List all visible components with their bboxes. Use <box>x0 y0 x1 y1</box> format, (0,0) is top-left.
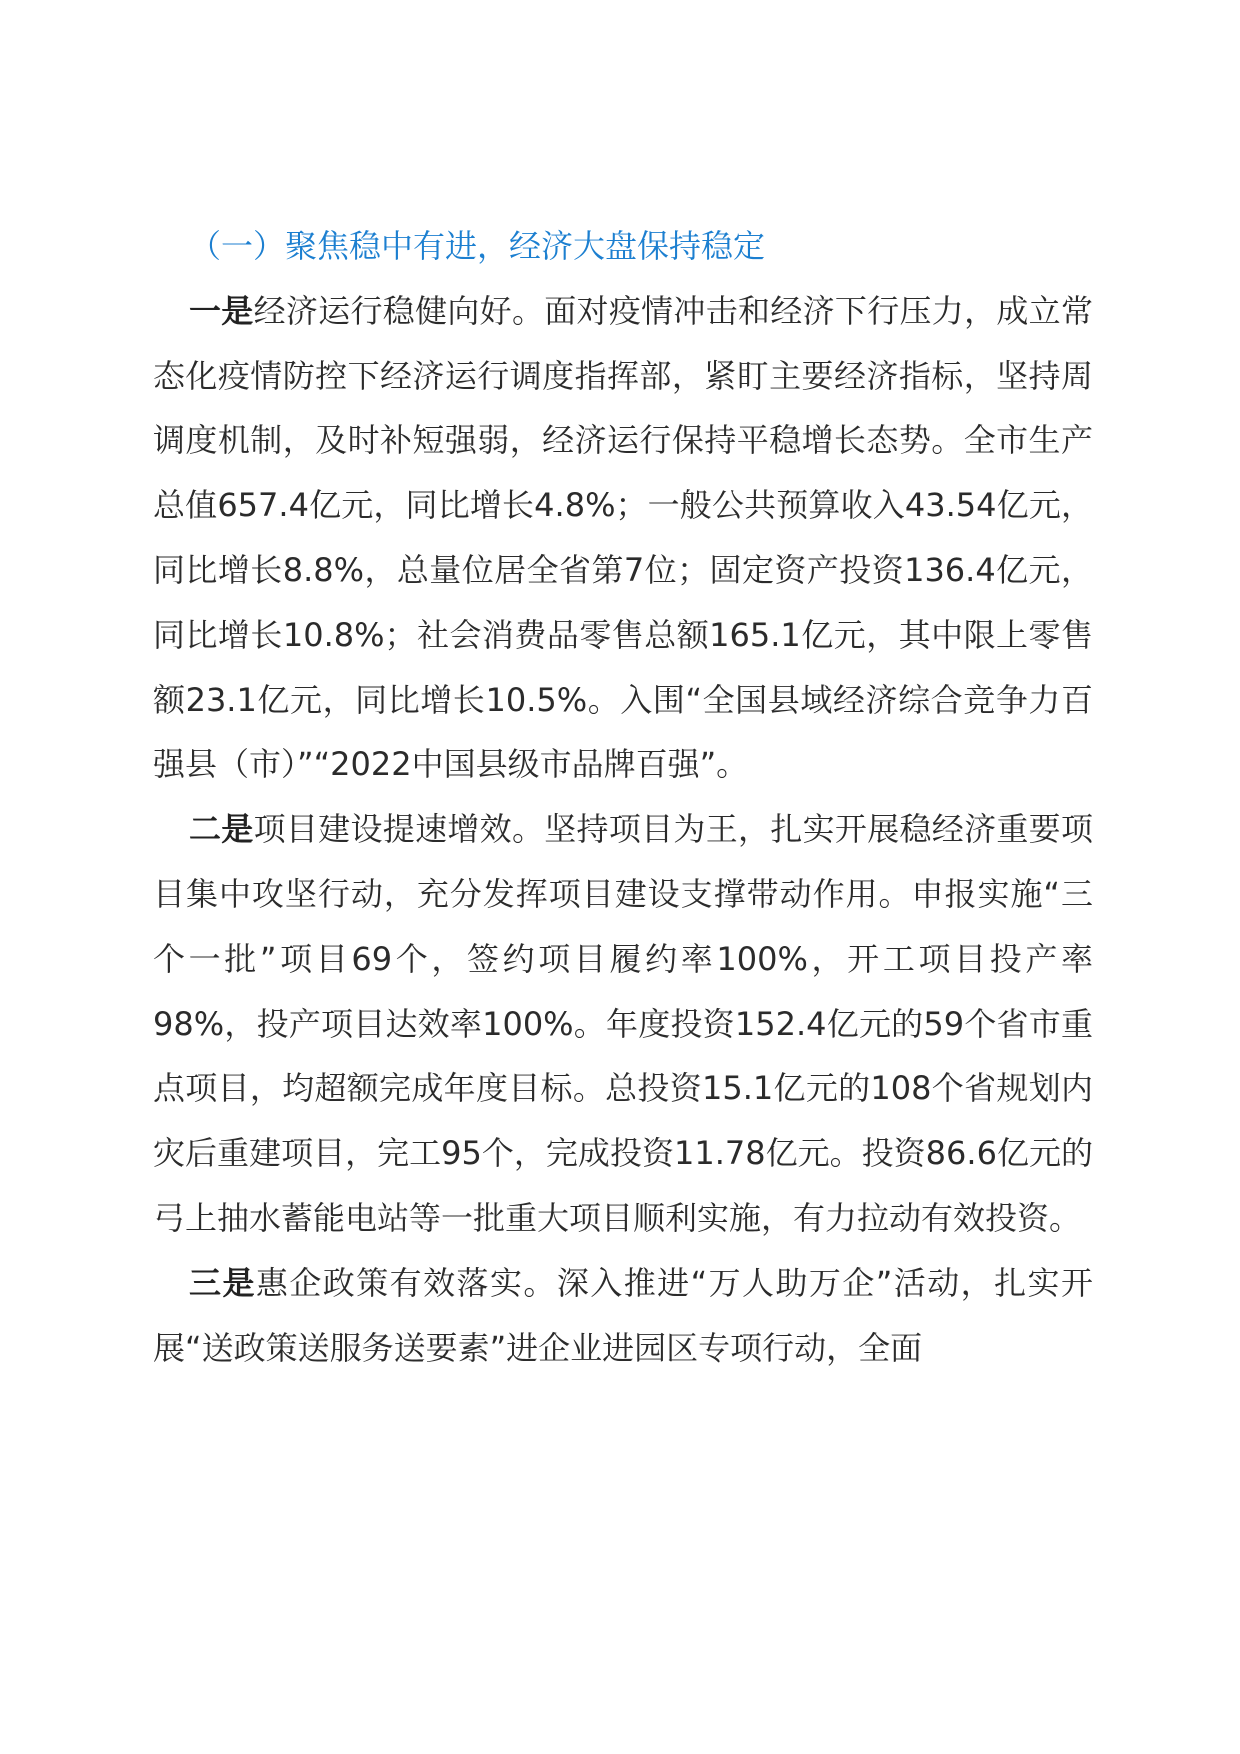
document-body <box>153 214 1093 1380</box>
paragraph-enterprise-policy <box>153 1251 1093 1381</box>
paragraph-project-construction <box>153 797 1093 1251</box>
paragraph-text: 惠企政策有效落实。深入推进“万人助万企”活动，扎实开展“送政策送服务送要素”进企业进园区专项行动，全面 <box>153 1263 1093 1367</box>
paragraph-lead: 二是 <box>189 810 254 849</box>
paragraph-text: 经济运行稳健向好。面对疫情冲击和经济下行压力，成立常态化疫情防控下经济运行调度指挥部，紧盯主要经济指标，坚持周调度机制，及时补短强弱，经济运行保持平稳增长态势。全市生产总值657.4亿元，同比增长4.8%；一般公共预算收入43.54亿元，同比增长8.8%，总量位居全省第7位；固定资产投资136.4亿元，同比增长10.8%；社会消费品零售总额165.1亿元，其中限上零售额23.1亿元，同比增长10.5%。入围“全国县域经济综合竞争力百强县（市）”“2022中国县级市品牌百强”。 <box>153 291 1093 784</box>
paragraph-text: 项目建设提速增效。坚持项目为王，扎实开展稳经济重要项目集中攻坚行动，充分发挥项目建设支撑带动作用。申报实施“三个一批”项目69个，签约项目履约率100%，开工项目投产率98%，投产项目达效率100%。年度投资152.4亿元的59个省市重点项目，均超额完成年度目标。总投资15.1亿元的108个省规划内灾后重建项目，完工95个，完成投资11.78亿元。投资86.6亿元的弓上抽水蓄能电站等一批重大项目顺利实施，有力拉动有效投资。 <box>153 810 1093 1237</box>
paragraph-lead: 三是 <box>189 1263 256 1302</box>
paragraph-lead: 一是 <box>189 291 254 330</box>
section-heading: （一）聚焦稳中有进，经济大盘保持稳定 <box>189 227 766 265</box>
paragraph-economic-operation <box>153 279 1093 797</box>
